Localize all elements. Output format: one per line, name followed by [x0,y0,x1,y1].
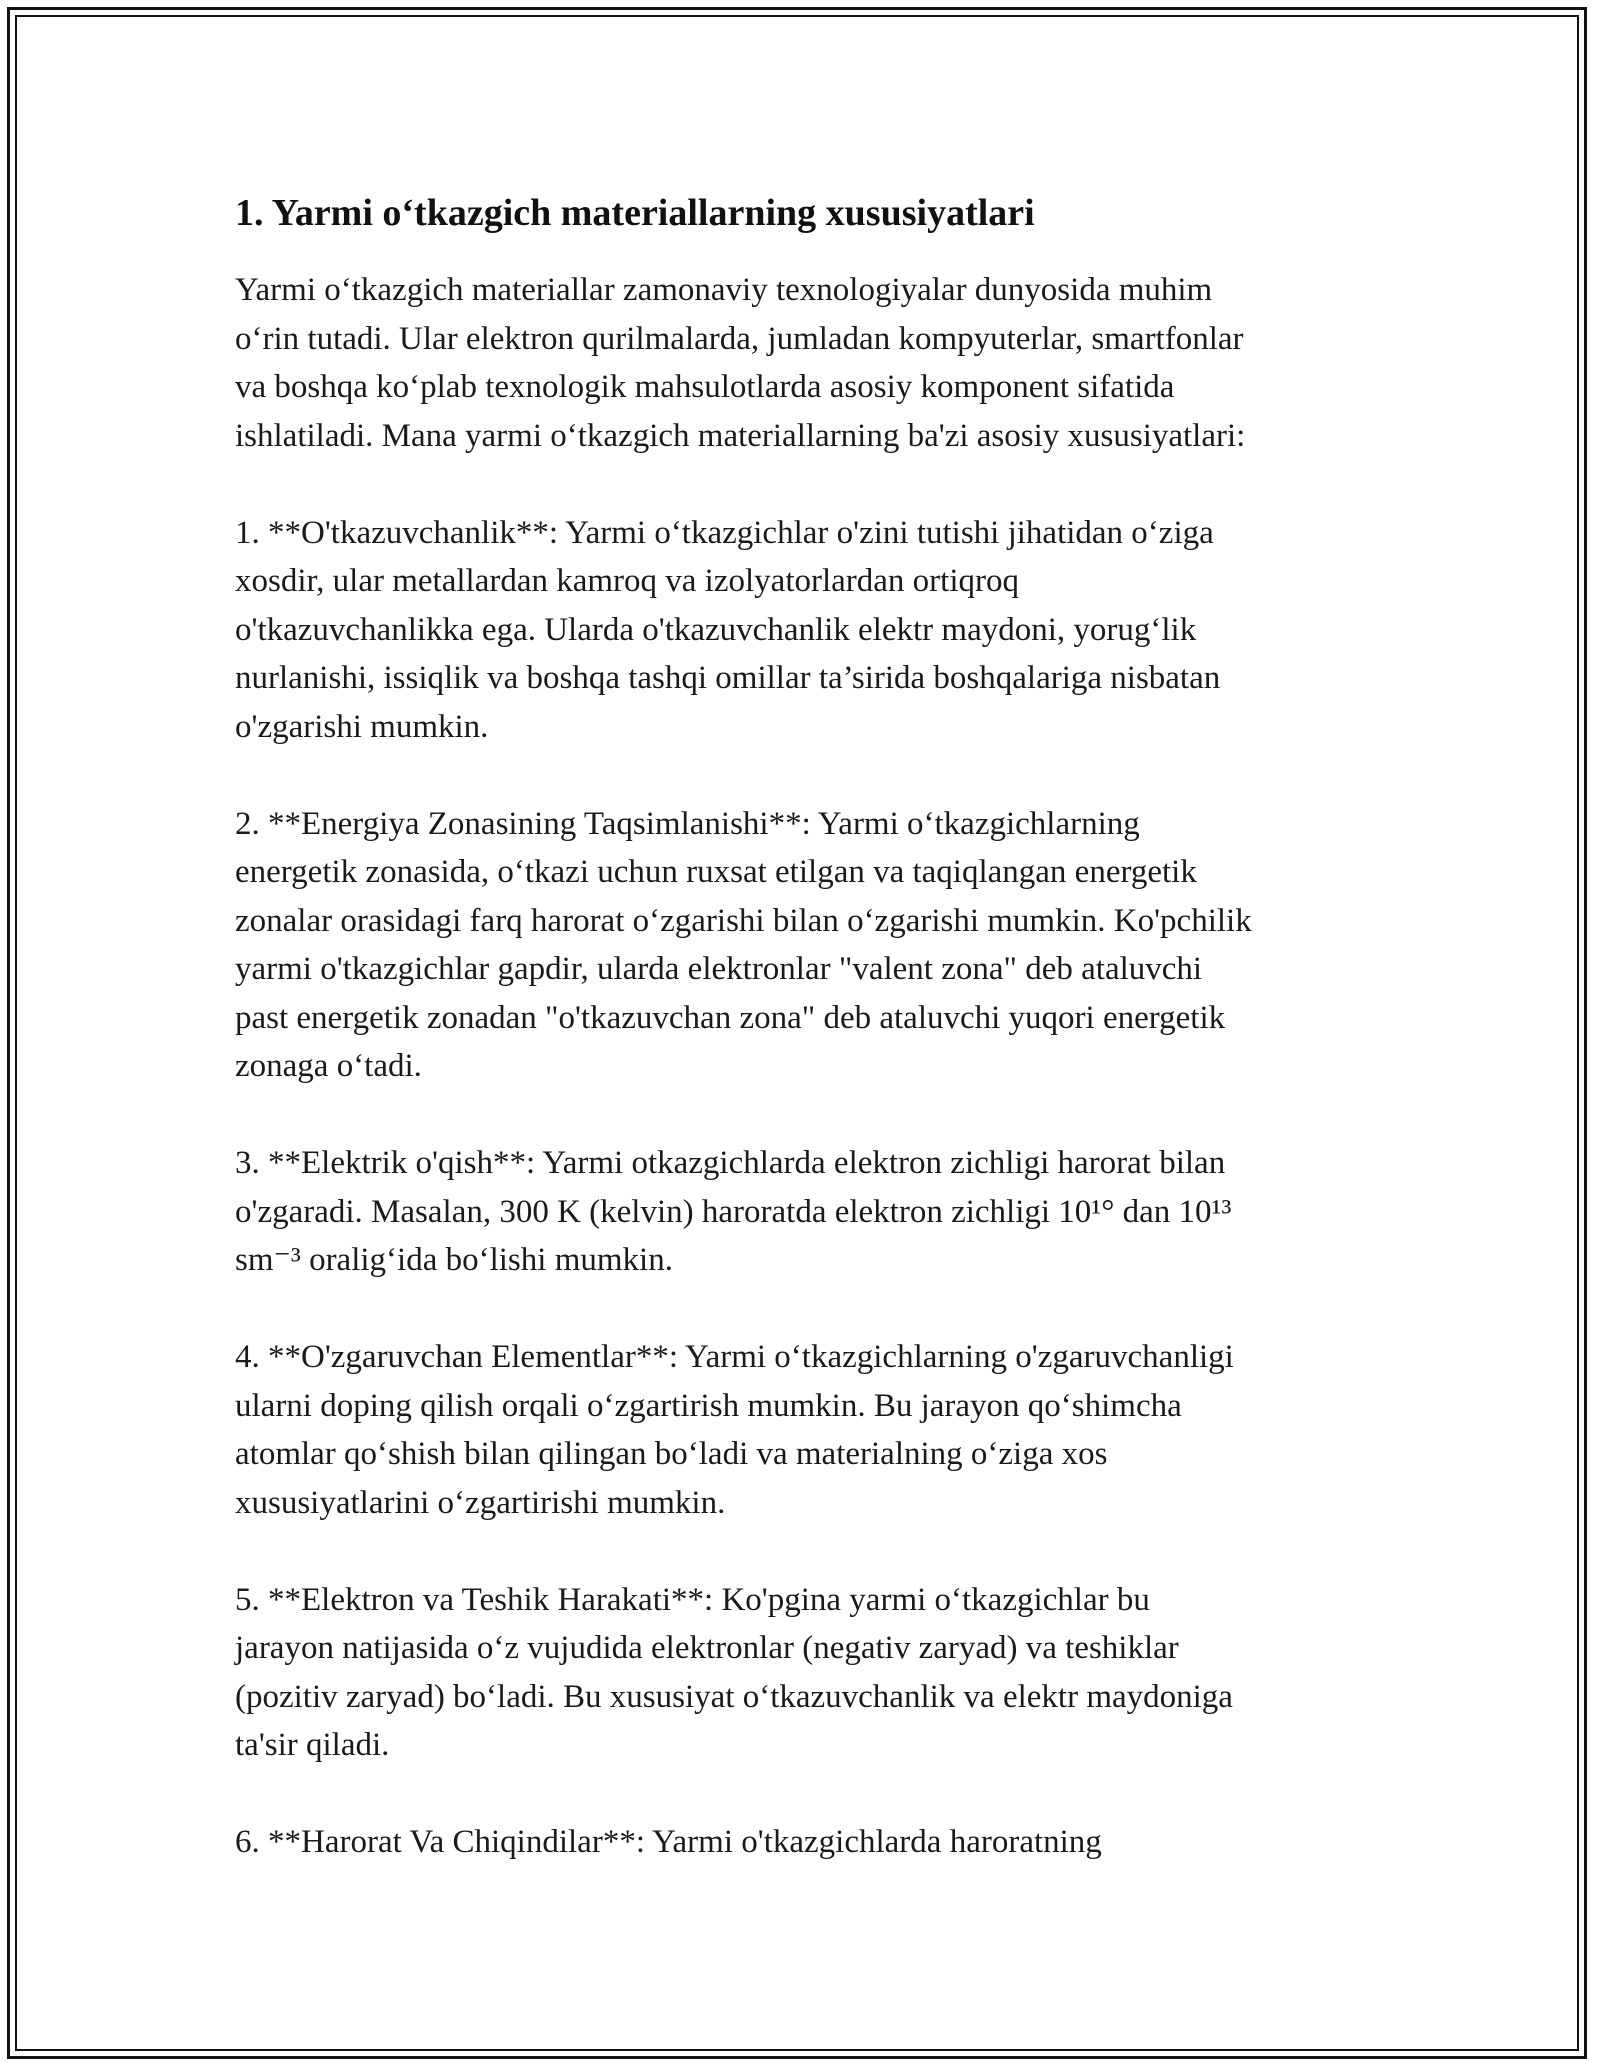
text-line: (pozitiv zaryad) bo‘ladi. Bu xususiyat o‘tkazuvchanlik va elektr maydoniga [235,1678,1233,1715]
text-line: 3. **Elektrik o'qish**: Yarmi otkazgichlarda elektron zichligi harorat bilan [235,1145,1226,1181]
text-line: o'zgarishi mumkin. [235,708,489,745]
list-item-temperature [235,1818,1385,1867]
text-line: 2. **Energiya Zonasining Taqsimlanishi**: Yarmi o‘tkazgichlarning [235,805,1140,842]
text-line: 1. **O'tkazuvchanlik**: Yarmi o‘tkazgichlar o'zini tutishi jihatidan o‘ziga [235,514,1214,551]
text-line: 4. **O'zgaruvchan Elementlar**: Yarmi o‘tkazgichlarning o'zgaruvchanligi [235,1339,1234,1375]
text-line: sm⁻³ oralig‘ida bo‘lishi mumkin. [235,1242,673,1278]
list-item-energy-zones [235,800,1385,1091]
text-line: o'tkazuvchanlikka ega. Ularda o'tkazuvchanlik elektr maydoni, yorug‘lik [235,611,1197,648]
text-line: past energetik zonadan "o'tkazuvchan zona" deb ataluvchi yuqori energetik [235,999,1226,1036]
text-line: yarmi o'tkazgichlar gapdir, ularda elektronlar "valent zona" deb ataluvchi [235,951,1203,987]
text-line: va boshqa ko‘plab texnologik mahsulotlarda asosiy komponent sifatida [235,369,1175,405]
text-line: ta'sir qiladi. [235,1727,390,1763]
text-line: zonaga o‘tadi. [235,1048,422,1084]
list-item-electric-reading [235,1139,1385,1285]
text-line: zonalar orasidagi farq harorat o‘zgarishi bilan o‘zgarishi mumkin. Ko'pchilik [235,902,1252,939]
text-line: atomlar qo‘shish bilan qilingan bo‘ladi va materialning o‘ziga xos [235,1436,1108,1472]
document-body [235,186,1385,1915]
text-line: xususiyatlarini o‘zgartirishi mumkin. [235,1484,726,1521]
text-line: xosdir, ular metallardan kamroq va izolyatorlardan ortiqroq [235,563,1019,599]
intro-paragraph [235,266,1385,460]
list-item-electron-hole [235,1576,1385,1770]
section-heading: 1. Yarmi o‘tkazgich materiallarning xususiyatlari [235,192,1035,234]
list-item-conductivity [235,509,1385,752]
text-line: 6. **Harorat Va Chiqindilar**: Yarmi o'tkazgichlarda haroratning [235,1824,1102,1860]
text-line: ishlatiladi. Mana yarmi o‘tkazgich materiallarning ba'zi asosiy xususiyatlari: [235,417,1246,454]
text-line: Yarmi o‘tkazgich materiallar zamonaviy texnologiyalar dunyosida muhim [235,272,1213,308]
text-line: o'zgaradi. Masalan, 300 K (kelvin) haroratda elektron zichligi 10¹° dan 10¹³ [235,1193,1232,1230]
text-line: o‘rin tutadi. Ular elektron qurilmalarda, jumladan kompyuterlar, smartfonlar [235,320,1244,357]
text-line: 5. **Elektron va Teshik Harakati**: Ko'pgina yarmi o‘tkazgichlar bu [235,1581,1150,1618]
text-line: ularni doping qilish orqali o‘zgartirish mumkin. Bu jarayon qo‘shimcha [235,1387,1182,1424]
text-line: jarayon natijasida o‘z vujudida elektronlar (negativ zaryad) va teshiklar [235,1630,1179,1666]
text-line: energetik zonasida, o‘tkazi uchun ruxsat etilgan va taqiqlangan energetik [235,854,1197,890]
text-line: nurlanishi, issiqlik va boshqa tashqi omillar ta’sirida boshqalariga nisbatan [235,660,1221,696]
list-item-variable-elements [235,1333,1385,1527]
